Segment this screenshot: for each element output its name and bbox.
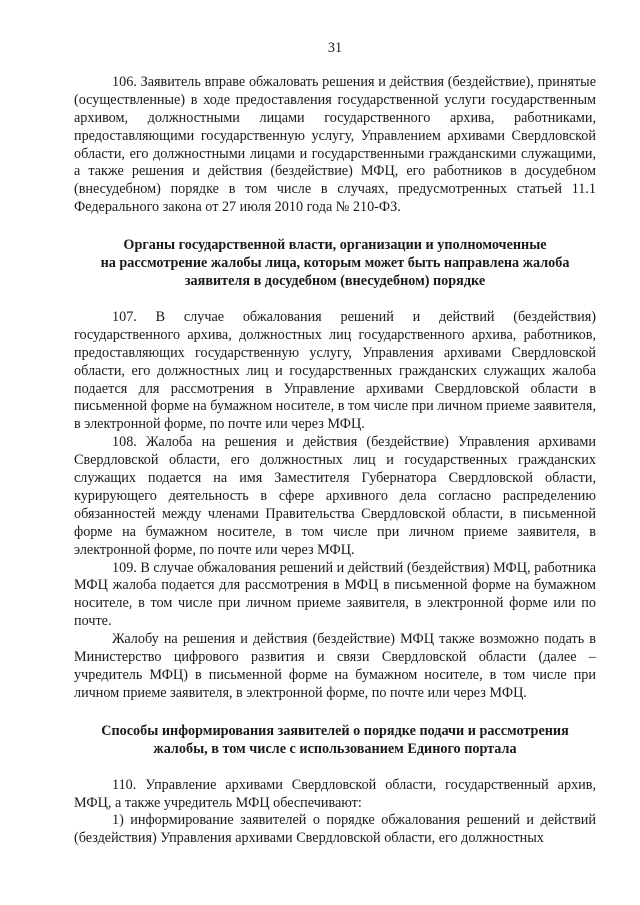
page-number: 31 (327, 40, 343, 56)
paragraph-106: 106. Заявитель вправе обжаловать решения и действия (бездействие), принятые (осуществленные) в ходе предоставления государственной услуги государственным архивом, должностными лицами государственного архива, работниками, предоставляющими государственную услугу, Управлением архивами Свердловской области, его должностными лицами и государственными гражданскими служащими, а также решения и действия (бездействие) МФЦ, его работников в досудебном (внесудебном) порядке в том числе в случаях, предусмотренных статьей 11.1 Федерального закона от 27 июля 2010 года № 210-ФЗ. (74, 73, 596, 216)
paragraph-110-item-1: 1) информирование заявителей о порядке обжалования решений и действий (бездействия) Управления архивами Свердловской области, его должностных (74, 812, 596, 847)
heading-line: заявителя в досудебном (внесудебном) порядке (184, 272, 486, 289)
section-heading-informing (74, 723, 596, 759)
paragraph-109: 109. В случае обжалования решений и действий (бездействия) МФЦ, работника МФЦ жалоба подается для рассмотрения в МФЦ в письменной форме на бумажном носителе, в том числе при личном приеме заявителя, в электронной форме или по почте. (74, 559, 596, 630)
heading-line: жалобы, в том числе с использованием Единого портала (153, 740, 517, 757)
paragraph-109-continued: Жалобу на решения и действия (бездействие) МФЦ также возможно подать в Министерство цифрового развития и связи Свердловской области (далее – учредитель МФЦ) в письменной форме на бумажном носителе, в том числе при личном приеме заявителя, в электронной форме, по почте или через МФЦ. (74, 631, 596, 701)
paragraph-107: 107. В случае обжалования решений и действий (бездействия) государственного архива, должностных лиц государственного архива, работников, предоставляющих государственную услугу, Управления архивами Свердловской области, его должностных лиц и государственных гражданских служащих жалоба подается для рассмотрения в Управление архивами Свердловской области в письменной форме на бумажном носителе, в том числе при личном приеме заявителя, в электронной форме, по почте или через МФЦ. (74, 308, 596, 433)
paragraph-108: 108. Жалоба на решения и действия (бездействие) Управления архивами Свердловской области, его должностных лиц и государственных гражданских служащих подается на имя Заместителя Губернатора Свердловской области, курирующего деятельность в сфере архивного дела согласно распределению обязанностей между членами Правительства Свердловской области, в письменной форме на бумажном носителе, в том числе при личном приеме заявителя, в электронной форме, по почте или через МФЦ. (74, 434, 596, 558)
paragraph-110: 110. Управление архивами Свердловской области, государственный архив, МФЦ, а также учредитель МФЦ обеспечивают: (74, 776, 596, 811)
heading-line: на рассмотрение жалобы лица, которым может быть направлена жалоба (100, 255, 570, 272)
document-page (74, 40, 596, 848)
section-heading-complaint-bodies (74, 237, 596, 291)
heading-line: Органы государственной власти, организации и уполномоченные (123, 237, 547, 254)
heading-line: Способы информирования заявителей о порядке подачи и рассмотрения (101, 722, 569, 739)
